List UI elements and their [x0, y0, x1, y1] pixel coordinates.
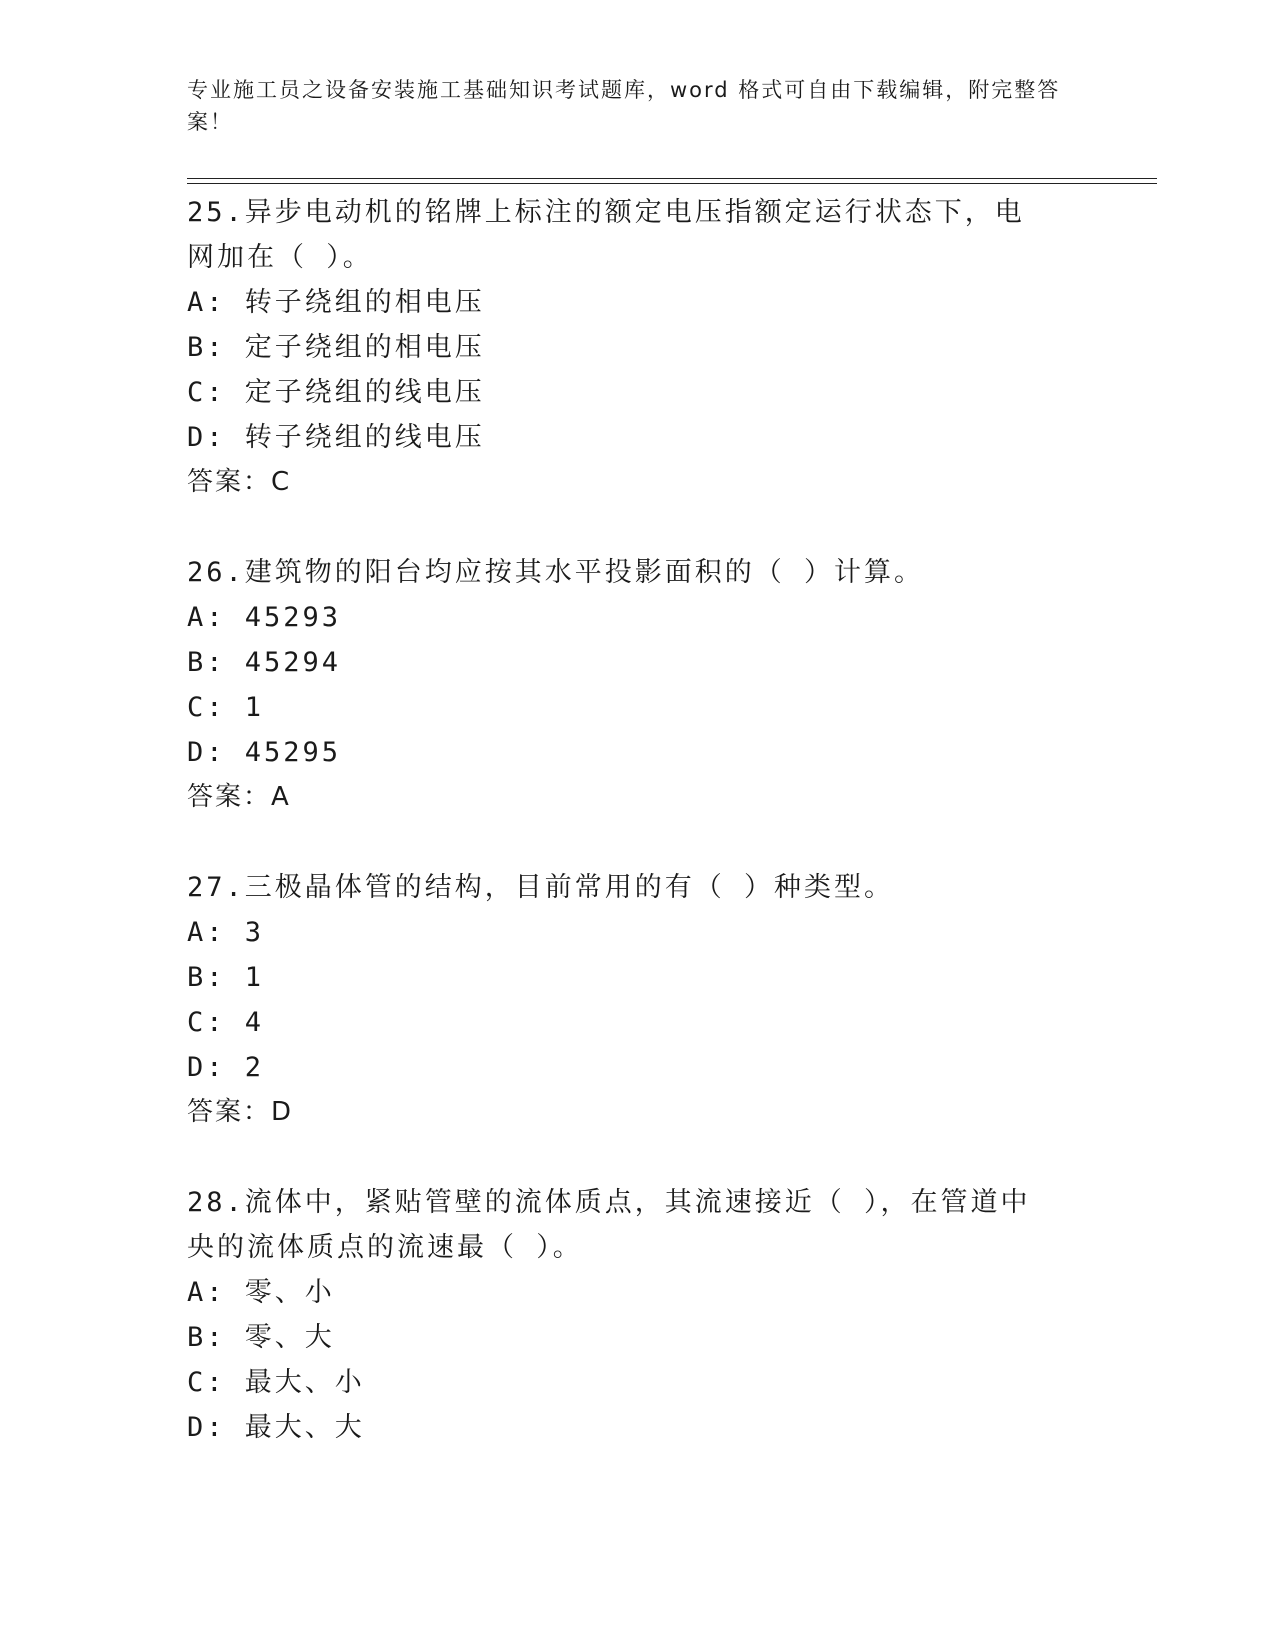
option-text: 1 [244, 692, 265, 723]
option-a [187, 280, 1047, 325]
option-d [187, 415, 1047, 460]
header-divider-bottom [187, 183, 1157, 184]
option-letter: C: [187, 692, 226, 723]
option-text: 最大、小 [244, 1367, 365, 1398]
option-text: 最大、大 [244, 1412, 365, 1443]
option-text: 45295 [244, 737, 342, 768]
option-letter: A: [187, 1277, 226, 1308]
option-c [187, 370, 1047, 415]
option-text: 转子绕组的相电压 [244, 287, 485, 318]
option-text: 零、大 [244, 1322, 335, 1353]
option-b [187, 955, 1087, 1000]
option-b [187, 325, 1047, 370]
option-text: 定子绕组的线电压 [244, 377, 485, 408]
answer-label: 答案：D [187, 1097, 294, 1127]
question-stem: 26.建筑物的阳台均应按其水平投影面积的（ ）计算。 [187, 557, 925, 588]
option-letter: C: [187, 1367, 226, 1398]
option-letter: D: [187, 1412, 226, 1443]
option-d [187, 1045, 1087, 1090]
header-divider-top [187, 178, 1157, 179]
option-c [187, 685, 1087, 730]
option-c [187, 1360, 1047, 1405]
answer-label: 答案：A [187, 782, 291, 812]
question-25 [187, 190, 1047, 505]
option-letter: D: [187, 737, 226, 768]
option-letter: A: [187, 287, 226, 318]
question-stem: 27.三极晶体管的结构，目前常用的有（ ）种类型。 [187, 872, 895, 903]
option-letter: A: [187, 917, 226, 948]
option-letter: B: [187, 647, 226, 678]
option-a [187, 1270, 1047, 1315]
option-b [187, 1315, 1047, 1360]
option-text: 转子绕组的线电压 [244, 422, 485, 453]
option-d [187, 730, 1087, 775]
document-header: 专业施工员之设备安装施工基础知识考试题库，word 格式可自由下载编辑，附完整答案！ [187, 78, 1061, 134]
option-letter: D: [187, 422, 226, 453]
question-list [187, 190, 1087, 1495]
option-letter: B: [187, 962, 226, 993]
option-text: 3 [244, 917, 265, 948]
question-26 [187, 550, 1087, 820]
question-stem: 25.异步电动机的铭牌上标注的额定电压指额定运行状态下，电网加在（ ）。 [187, 197, 1025, 273]
option-text: 45293 [244, 602, 342, 633]
question-28 [187, 1180, 1047, 1450]
answer-label: 答案：C [187, 467, 292, 497]
option-letter: A: [187, 602, 226, 633]
option-text: 零、小 [244, 1277, 335, 1308]
option-letter: C: [187, 1007, 226, 1038]
option-a [187, 910, 1087, 955]
option-b [187, 640, 1087, 685]
question-stem: 28.流体中，紧贴管壁的流体质点，其流速接近（ ），在管道中央的流体质点的流速最（ ）。 [187, 1187, 1031, 1263]
option-letter: B: [187, 332, 226, 363]
option-letter: D: [187, 1052, 226, 1083]
option-letter: B: [187, 1322, 226, 1353]
option-text: 4 [244, 1007, 265, 1038]
option-letter: C: [187, 377, 226, 408]
option-text: 定子绕组的相电压 [244, 332, 485, 363]
question-27 [187, 865, 1087, 1135]
option-text: 45294 [244, 647, 342, 678]
option-text: 2 [244, 1052, 265, 1083]
option-c [187, 1000, 1087, 1045]
option-d [187, 1405, 1047, 1450]
option-a [187, 595, 1087, 640]
option-text: 1 [244, 962, 265, 993]
